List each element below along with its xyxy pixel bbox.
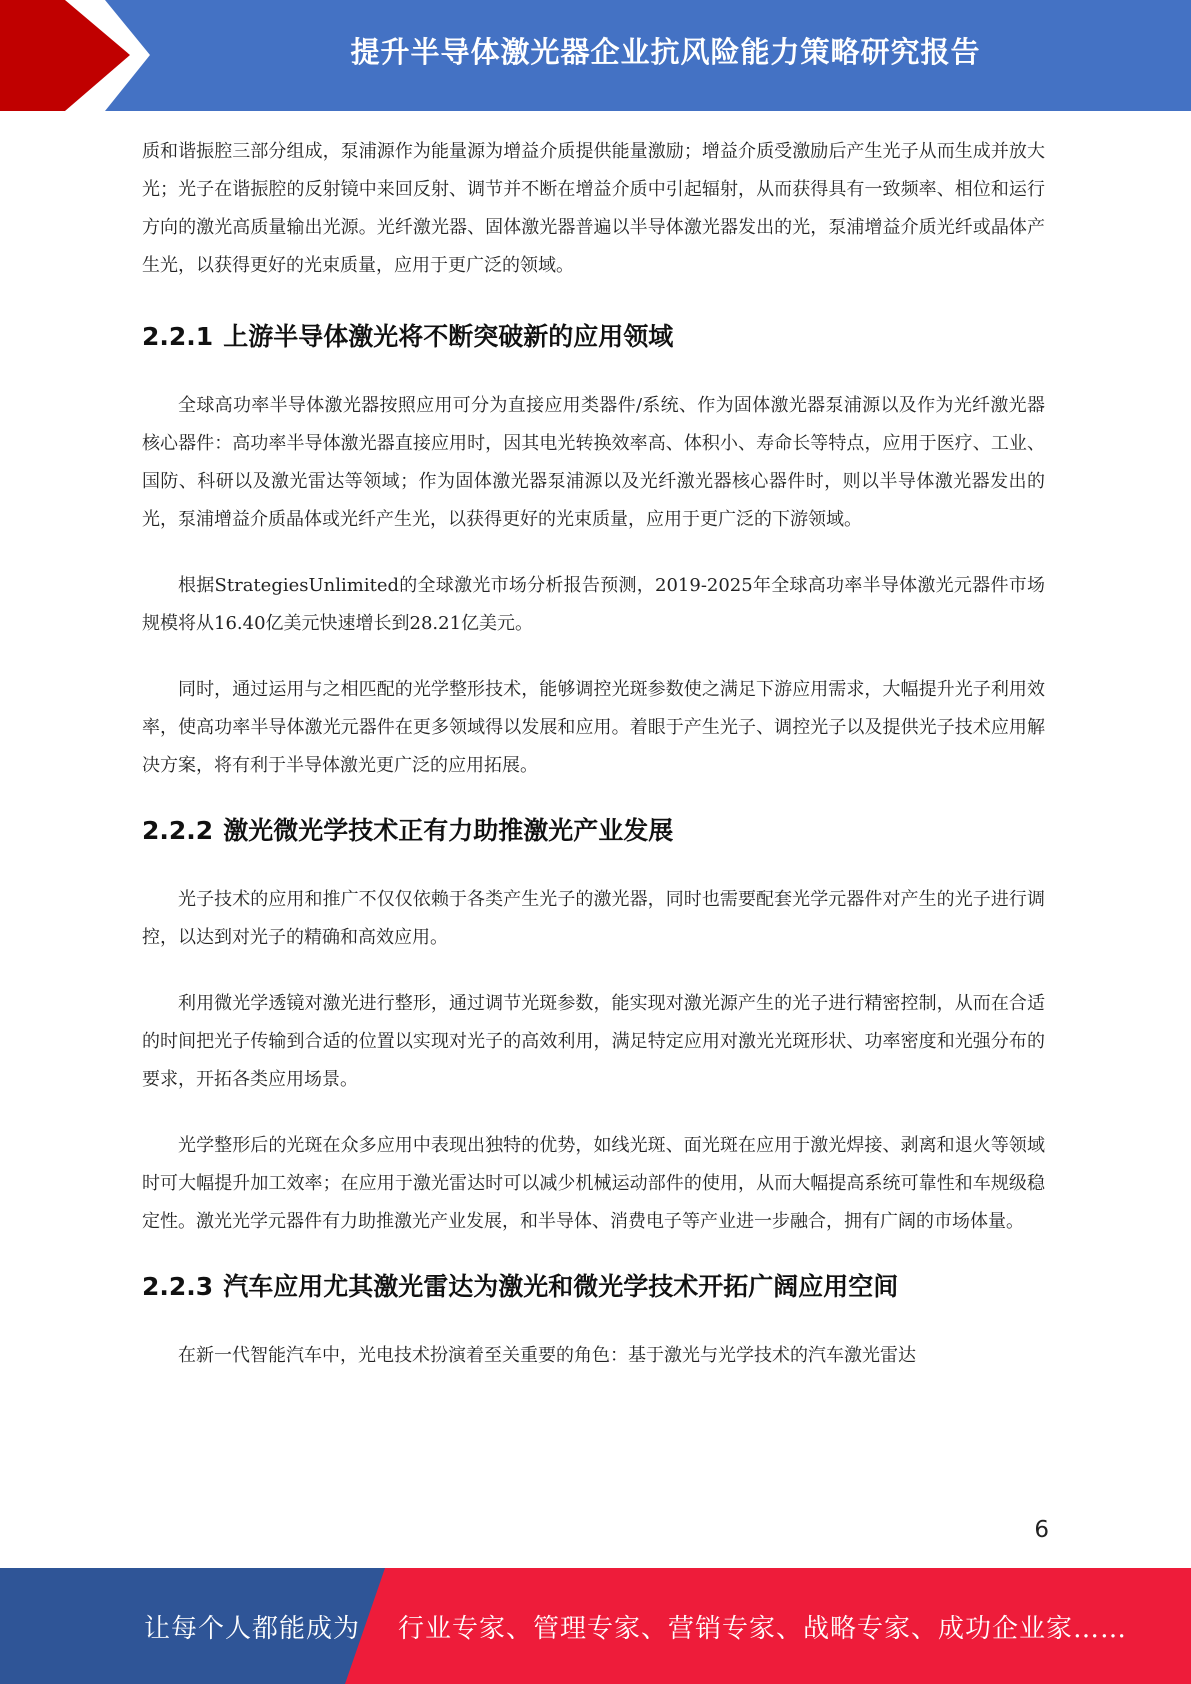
footer-slogan-right: 行业专家、管理专家、营销专家、战略专家、成功企业家…… xyxy=(398,1613,1128,1644)
footer-slogan-left: 让每个人都能成为 xyxy=(144,1613,361,1644)
page-header xyxy=(0,0,1191,111)
intro-paragraph: 质和谐振腔三部分组成，泵浦源作为能量源为增益介质提供能量激励；增益介质受激励后产生光子从而生成并放大光；光子在谐振腔的反射镜中来回反射、调节并不断在增益介质中引起辐射，从而获得具有一致频率、相位和运行方向的激光高质量输出光源。光纤激光器、固体激光器普遍以半导体激光器发出的光，泵浦增益介质光纤或晶体产生光，以获得更好的光束质量，应用于更广泛的领域。 xyxy=(142,141,1045,276)
paragraph: 同时，通过运用与之相匹配的光学整形技术，能够调控光斑参数使之满足下游应用需求，大幅提升光子利用效率，使高功率半导体激光元器件在更多领域得以发展和应用。着眼于产生光子、调控光子以及提供光子技术应用解决方案，将有利于半导体激光更广泛的应用拓展。 xyxy=(142,679,1045,776)
paragraph: 利用微光学透镜对激光进行整形，通过调节光斑参数，能实现对激光源产生的光子进行精密控制，从而在合适的时间把光子传输到合适的位置以实现对光子的高效利用，满足特定应用对激光光斑形状、功率密度和光强分布的要求，开拓各类应用场景。 xyxy=(142,993,1045,1090)
report-title: 提升半导体激光器企业抗风险能力策略研究报告 xyxy=(350,34,981,69)
section-number: 2.2.3 xyxy=(142,1272,214,1301)
paragraph: 光学整形后的光斑在众多应用中表现出独特的优势，如线光斑、面光斑在应用于激光焊接、剥离和退火等领域时可大幅提升加工效率；在应用于激光雷达时可以减少机械运动部件的使用，从而大幅提高系统可靠性和车规级稳定性。激光光学元器件有力助推激光产业发展，和半导体、消费电子等产业进一步融合，拥有广阔的市场体量。 xyxy=(142,1135,1045,1232)
section-number: 2.2.1 xyxy=(142,322,214,351)
paragraph: 光子技术的应用和推广不仅仅依赖于各类产生光子的激光器，同时也需要配套光学元器件对产生的光子进行调控，以达到对光子的精确和高效应用。 xyxy=(142,889,1045,948)
section-heading-2-2-3 xyxy=(142,1269,1045,1305)
section-number: 2.2.2 xyxy=(142,816,214,845)
paragraph: 在新一代智能汽车中，光电技术扮演着至关重要的角色：基于激光与光学技术的汽车激光雷达 xyxy=(178,1345,916,1366)
section-title: 激光微光学技术正有力助推激光产业发展 xyxy=(223,816,674,845)
paragraph: 全球高功率半导体激光器按照应用可分为直接应用类器件/系统、作为固体激光器泵浦源以及作为光纤激光器核心器件：高功率半导体激光器直接应用时，因其电光转换效率高、体积小、寿命长等特点，应用于医疗、工业、国防、科研以及激光雷达等领域；作为固体激光器泵浦源以及光纤激光器核心器件时，则以半导体激光器发出的光，泵浦增益介质晶体或光纤产生光，以获得更好的光束质量，应用于更广泛的下游领域。 xyxy=(142,395,1045,530)
section-title: 汽车应用尤其激光雷达为激光和微光学技术开拓广阔应用空间 xyxy=(223,1272,899,1301)
section-heading-2-2-1 xyxy=(142,319,1045,355)
main-content xyxy=(142,133,1045,1375)
page-number: 6 xyxy=(1034,1517,1049,1543)
page-footer xyxy=(0,1568,1191,1684)
paragraph: 根据StrategiesUnlimited的全球激光市场分析报告预测，2019-2025年全球高功率半导体激光元器件市场规模将从16.40亿美元快速增长到28.21亿美元。 xyxy=(142,575,1045,634)
section-title: 上游半导体激光将不断突破新的应用领域 xyxy=(223,322,674,351)
section-heading-2-2-2 xyxy=(142,813,1045,849)
